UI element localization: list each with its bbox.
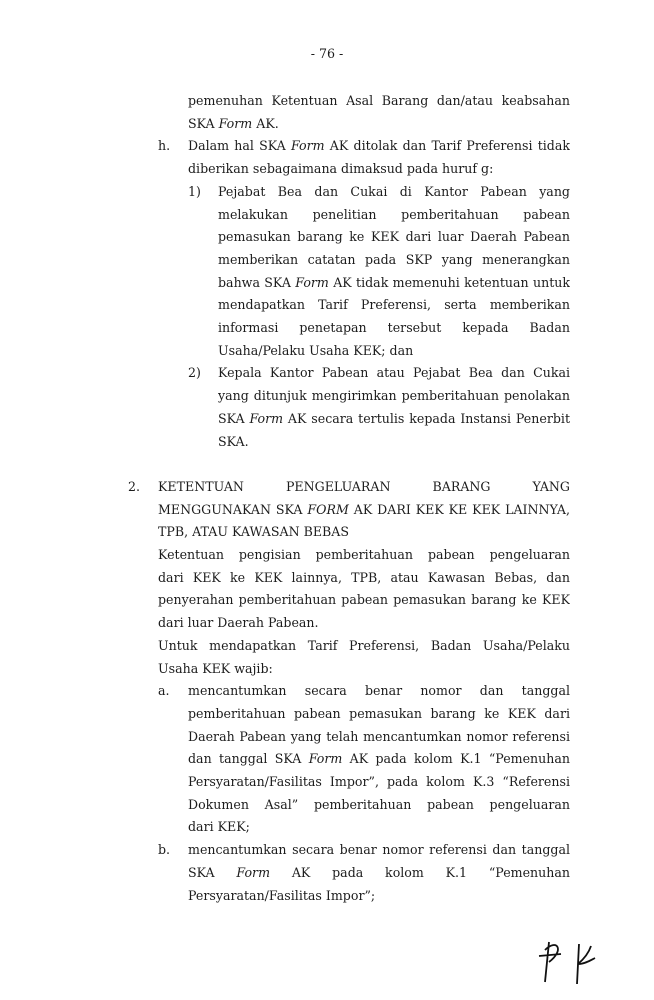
text-line: dari luar Daerah Pabean. (158, 615, 319, 631)
text-line: dari KEK ke KEK lainnya, TPB, atau Kawasan Bebas, dan (158, 569, 570, 585)
text-line: SKA Form AK. (188, 115, 279, 131)
signature-initials (535, 930, 605, 990)
text-line: SKA. (218, 433, 249, 449)
text-line: bahwa SKA Form AK tidak memenuhi ketentuan untuk (218, 274, 570, 290)
text-line: Daerah Pabean yang telah mencantumkan nomor referensi (188, 728, 570, 744)
text-line: Dokumen Asal” pemberitahuan pabean pengeluaran (188, 796, 570, 812)
text-line: dari KEK; (188, 819, 250, 835)
italic-term: Form (290, 138, 325, 154)
text-line: Persyaratan/Fasilitas Impor”, pada kolom K.3 “Referensi (188, 774, 570, 789)
text-line: penyerahan pemberitahuan pabean pemasukan barang ke KEK (158, 592, 570, 608)
list-marker: 2. (128, 478, 141, 494)
text-line: SKA Form AK pada kolom K.1 “Pemenuhan (188, 864, 570, 880)
text-line: diberikan sebagaimana dimaksud pada huruf g: (188, 161, 494, 177)
text-line: TPB, ATAU KAWASAN BEBAS (158, 524, 350, 540)
page-number: - 76 - (310, 46, 344, 61)
list-marker: 2) (188, 365, 201, 381)
italic-term: Form (295, 274, 329, 290)
text-line: Pejabat Bea dan Cukai di Kantor Pabean yang (218, 183, 570, 199)
text-line: Ketentuan pengisian pemberitahuan pabean pengeluaran (158, 547, 570, 562)
text-line: melakukan penelitian pemberitahuan pabean (218, 206, 570, 222)
italic-term: Form (218, 115, 253, 131)
italic-term: FORM (307, 501, 349, 517)
text-line: KETENTUAN PENGELUARAN BARANG YANG (158, 478, 570, 494)
italic-term: Form (249, 410, 284, 426)
text-line: MENGGUNAKAN SKA FORM AK DARI KEK KE KEK LAINNYA, (158, 501, 570, 517)
list-marker: h. (158, 138, 171, 154)
text-line: Persyaratan/Fasilitas Impor”; (188, 887, 376, 903)
text-line: mencantumkan secara benar nomor referensi dan tanggal (188, 842, 570, 858)
text-line: dan tanggal SKA Form AK pada kolom K.1 “Pemenuhan (188, 751, 570, 767)
text-line: memberikan catatan pada SKP yang menerangkan (218, 251, 570, 267)
text-line: mendapatkan Tarif Preferensi, serta memberikan (218, 297, 570, 313)
text-line: Dalam hal SKA Form AK ditolak dan Tarif Preferensi tidak (188, 138, 570, 154)
italic-term: Form (236, 864, 271, 880)
text-line: informasi penetapan tersebut kepada Badan (218, 320, 570, 335)
text-line: mencantumkan secara benar nomor dan tanggal (188, 683, 570, 699)
list-marker: 1) (188, 183, 201, 199)
list-marker: a. (158, 683, 170, 699)
text-line: yang ditunjuk mengirimkan pemberitahuan penolakan (218, 388, 570, 404)
text-line: Untuk mendapatkan Tarif Preferensi, Badan Usaha/Pelaku (158, 637, 570, 653)
list-marker: b. (158, 842, 171, 858)
text-line: Kepala Kantor Pabean atau Pejabat Bea dan Cukai (218, 365, 570, 381)
text-line: Usaha/Pelaku Usaha KEK; dan (218, 342, 414, 358)
text-line: pemenuhan Ketentuan Asal Barang dan/atau keabsahan (188, 93, 570, 108)
text-line: pemberitahuan pabean pemasukan barang ke KEK dari (188, 705, 570, 721)
italic-term: Form (308, 751, 343, 767)
text-line: SKA Form AK secara tertulis kepada Instansi Penerbit (218, 410, 570, 426)
text-line: Usaha KEK wajib: (158, 660, 273, 676)
text-line: pemasukan barang ke KEK dari luar Daerah Pabean (218, 229, 570, 245)
